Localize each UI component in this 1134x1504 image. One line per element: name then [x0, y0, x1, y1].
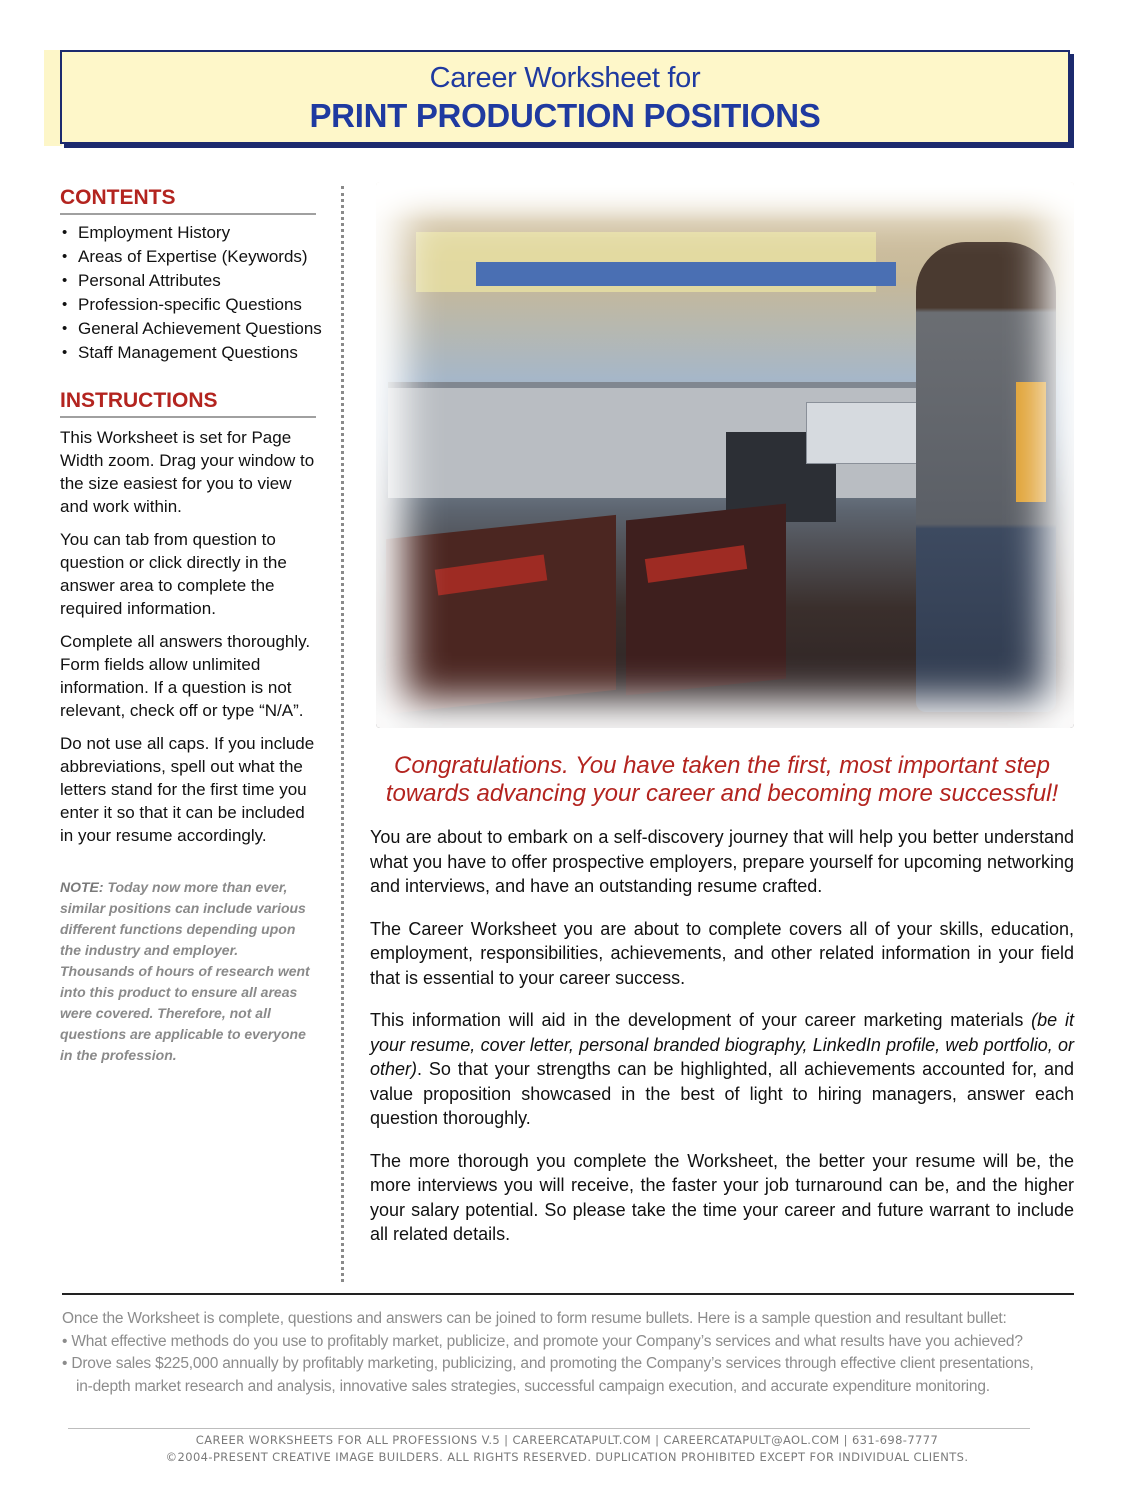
intro-paragraph: The more thorough you complete the Worksheet, the better your resume will be, the more interviews you will receive, the faster your job turnaround can be, and the higher your salary potential. So please take the time your career and future warrant to include all related details. — [370, 1150, 1074, 1244]
contents-item-general-achievement[interactable]: • General Achievement Questions — [60, 317, 316, 341]
footer — [40, 1432, 1094, 1466]
footer-copyright: ©2004-PRESENT CREATIVE IMAGE BUILDERS. ALL RIGHTS RESERVED. DUPLICATION PROHIBITED EXCEPT FOR INDIVIDUAL CLIENTS. — [165, 1450, 969, 1464]
congrats-line: Congratulations. You have taken the first, most important step — [394, 752, 1050, 779]
contents-item-staff-management[interactable]: • Staff Management Questions — [60, 341, 316, 365]
instructions — [60, 426, 316, 847]
sample-question: • What effective methods do you use to profitably market, publicize, and promote your Company’s services and what results have you achieved? — [62, 1332, 1023, 1350]
note-lead: NOTE: — [60, 879, 104, 895]
sample-bullet-section — [62, 1308, 1082, 1398]
p3-end: . So that your strengths can be highlighted, all achievements accounted for, and value proposition showcased in the best of light to hiring managers, answer each question thoroughly. — [370, 1059, 1074, 1128]
contents-item-profession-questions[interactable]: • Profession-specific Questions — [60, 293, 316, 317]
congrats-line: towards advancing your career and becoming more successful! — [385, 780, 1059, 807]
contents-list — [60, 221, 322, 365]
footer-contact: CAREER WORKSHEETS FOR ALL PROFESSIONS V.5 | CAREERCATAPULT.COM | CAREERCATAPULT@AOL.COM | 631-698-7777 — [195, 1433, 939, 1447]
footer-rule — [68, 1428, 1030, 1429]
congratulations-message — [370, 752, 1074, 808]
contents-item-employment-history[interactable]: • Employment History — [60, 221, 316, 245]
note-text: Today now more than ever, similar positions can include various different functions depending upon the industry and employer. Thousands of hours of research went into this product to ensure all areas were covered. Therefore, not all questions are applicable to everyone in the profession. — [60, 879, 310, 1063]
intro-body — [370, 825, 1074, 1265]
page-title: PRINT PRODUCTION POSITIONS — [309, 97, 821, 134]
sample-bullet-continued: in-depth market research and analysis, innovative sales strategies, successful campaign execution, and accurate expenditure monitoring. — [76, 1377, 990, 1395]
contents-item-personal-attributes[interactable]: • Personal Attributes — [60, 269, 316, 293]
p3-start: This information will aid in the development of your career marketing materials — [370, 1010, 1032, 1030]
page-header — [60, 50, 1070, 144]
sidebar-note — [60, 877, 316, 1066]
photo-vignette — [376, 182, 1074, 728]
instruction-paragraph: Complete all answers thoroughly. Form fields allow unlimited information. If a question is not relevant, check off or type “N/A”. — [60, 632, 311, 720]
contents-item-areas-of-expertise[interactable]: • Areas of Expertise (Keywords) — [60, 245, 316, 269]
instruction-paragraph: This Worksheet is set for Page Width zoom. Drag your window to the size easiest for you to view and work within. — [60, 428, 315, 516]
header-subtitle: Career Worksheet for — [429, 62, 701, 94]
intro-paragraph: You are about to embark on a self-discovery journey that will help you better understand what you have to offer prospective employers, prepare yourself for upcoming networking and interviews, and have an outstanding resume crafted. — [370, 827, 1074, 896]
instruction-paragraph: Do not use all caps. If you include abbreviations, spell out what the letters stand for the first time you enter it so that it can be included in your resume accordingly. — [60, 734, 315, 845]
instruction-paragraph: You can tab from question to question or click directly in the answer area to complete the required information. — [60, 530, 287, 618]
sample-intro: Once the Worksheet is complete, questions and answers can be joined to form resume bullets. Here is a sample question and resultant bullet: — [62, 1310, 1007, 1327]
sidebar — [60, 186, 322, 1066]
section-rule — [62, 1293, 1074, 1295]
instructions-title: INSTRUCTIONS — [60, 389, 316, 418]
intro-paragraph: The Career Worksheet you are about to complete covers all of your skills, education, employment, responsibilities, achievements, and other related information in your field that is essential to your career success. — [370, 918, 1074, 988]
intro-paragraph — [370, 1008, 1074, 1131]
column-divider — [341, 186, 344, 1282]
print-production-photo — [376, 182, 1074, 728]
p3-italic: (be it your resume, cover letter, personal branded biography, LinkedIn profile, web portfolio, or other) — [370, 1010, 1074, 1079]
sample-bullet: • Drove sales $225,000 annually by profitably marketing, publicizing, and promoting the Company’s services through effective client presentations, — [62, 1355, 1034, 1372]
contents-title: CONTENTS — [60, 186, 316, 215]
